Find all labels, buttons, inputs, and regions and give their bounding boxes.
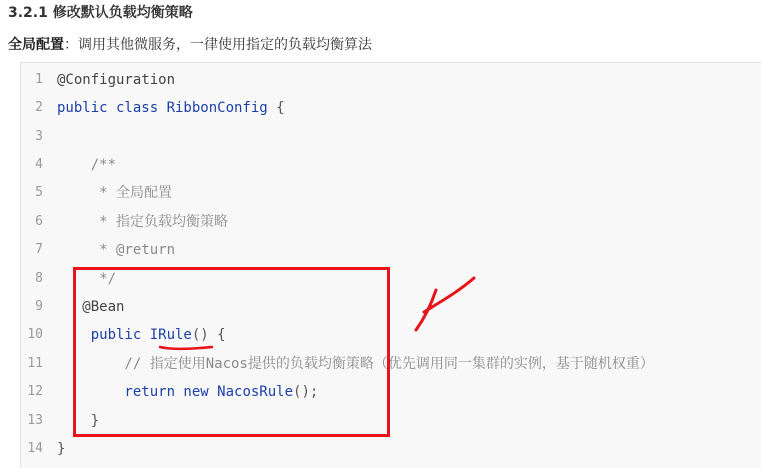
code-text	[57, 321, 226, 349]
code-text	[57, 236, 175, 264]
line-number: 1	[35, 72, 43, 87]
code-line	[21, 293, 761, 321]
line-number: 10	[27, 327, 43, 342]
line-number: 5	[35, 185, 43, 200]
line-number: 12	[27, 384, 43, 399]
code-line	[21, 179, 761, 207]
code-text	[57, 378, 318, 406]
code-line	[21, 265, 761, 293]
code-text	[57, 407, 99, 435]
description-label: 全局配置	[8, 37, 64, 53]
code-token: () {	[191, 327, 226, 343]
code-token: @Bean	[57, 299, 125, 315]
code-token: }	[57, 413, 100, 429]
description	[8, 34, 372, 54]
code-token: * @return	[57, 242, 176, 258]
code-token: */	[57, 271, 117, 287]
code-token: * 指定负载均衡策略	[57, 214, 229, 230]
line-number: 6	[35, 214, 43, 229]
code-token: NacosRule	[217, 384, 294, 400]
line-number: 13	[27, 413, 43, 428]
code-text	[57, 293, 124, 321]
code-text	[57, 151, 116, 179]
line-number: 2	[35, 100, 43, 115]
code-line	[21, 350, 761, 378]
code-token: /**	[57, 157, 117, 173]
code-token: @Configuration	[57, 72, 176, 88]
code-line	[21, 66, 761, 94]
line-number: 14	[27, 441, 43, 456]
section-heading: 修改默认负载均衡策略	[52, 5, 193, 21]
code-token: // 指定使用Nacos提供的负载均衡策略（优先调用同一集群的实例，基于随机权重）	[57, 356, 654, 372]
code-text	[57, 94, 285, 122]
code-line	[21, 94, 761, 122]
code-line	[21, 208, 761, 236]
section-number: 3.2.1	[8, 5, 48, 21]
code-token: public class	[57, 100, 167, 116]
line-number: 7	[35, 242, 43, 257]
code-token: }	[57, 441, 66, 457]
line-number: 9	[35, 299, 43, 314]
code-line	[21, 378, 761, 406]
description-separator: ：	[64, 37, 78, 53]
code-token: {	[267, 100, 285, 116]
code-line	[21, 236, 761, 264]
code-line	[21, 435, 761, 463]
code-line	[21, 407, 761, 435]
section-title	[8, 2, 193, 22]
code-token: * 全局配置	[57, 185, 173, 201]
line-number: 3	[35, 129, 43, 144]
description-text: 调用其他微服务，一律使用指定的负载均衡算法	[78, 37, 372, 53]
code-line	[21, 321, 761, 349]
code-token: IRule	[149, 327, 192, 343]
code-line	[21, 123, 761, 151]
code-token: ();	[293, 384, 319, 400]
code-token: RibbonConfig	[166, 100, 268, 116]
code-token: return new	[57, 384, 218, 400]
code-text	[57, 265, 116, 293]
code-text	[57, 179, 172, 207]
code-token: public	[57, 327, 150, 343]
line-number: 8	[35, 271, 43, 286]
line-number: 4	[35, 157, 43, 172]
code-text	[57, 350, 654, 378]
line-number: 11	[27, 356, 43, 371]
code-text	[57, 435, 65, 463]
code-text	[57, 208, 228, 236]
code-line	[21, 151, 761, 179]
code-text	[57, 66, 175, 94]
code-block	[20, 62, 761, 468]
